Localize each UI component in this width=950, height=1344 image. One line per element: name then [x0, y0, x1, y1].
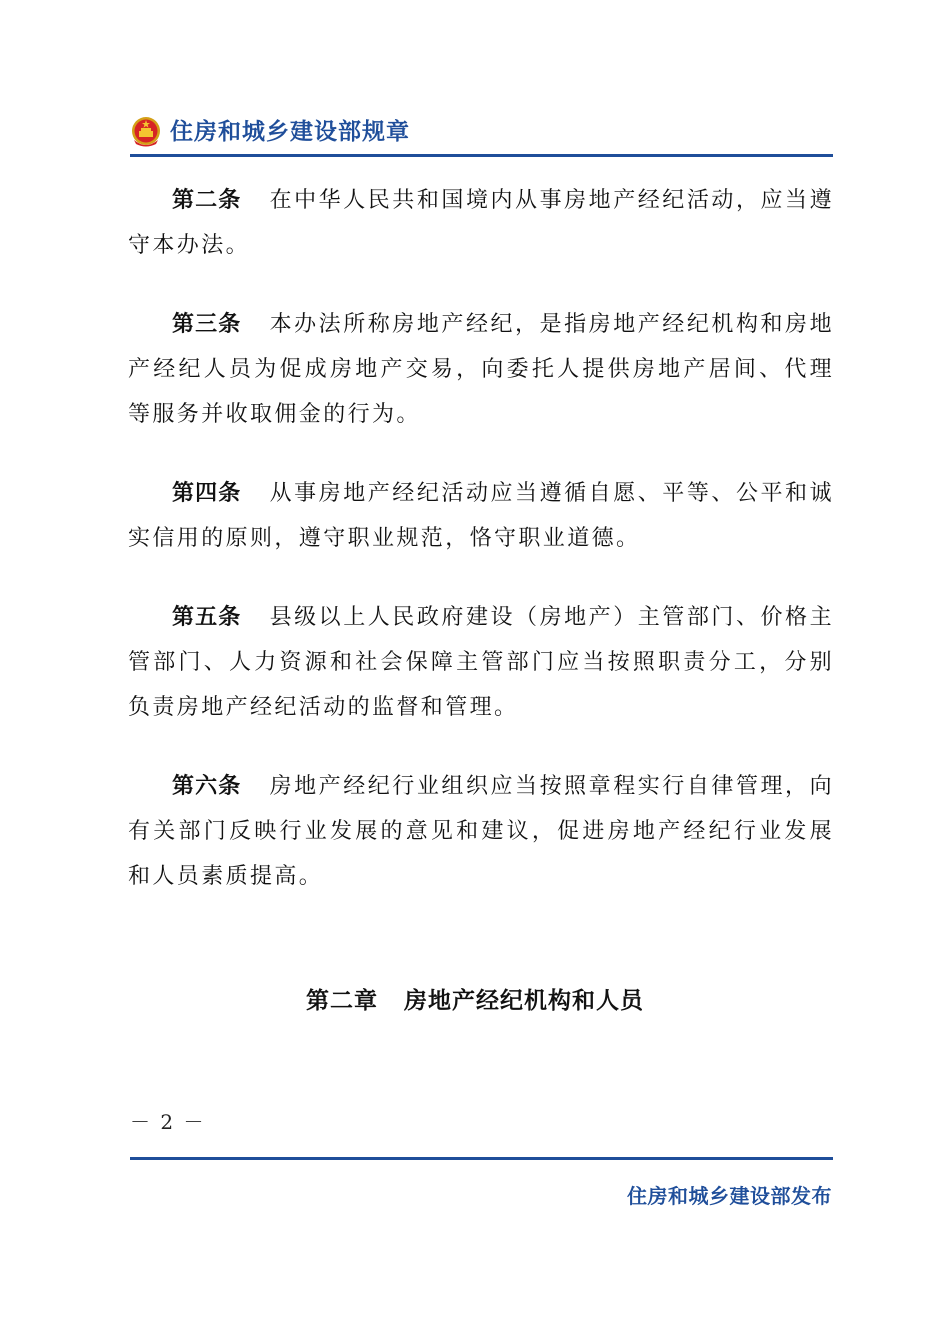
document-body — [128, 178, 834, 933]
footer-publisher: 住房和城乡建设部发布 — [627, 1184, 832, 1208]
article-2 — [128, 178, 834, 268]
article-heading: 第六条 — [172, 774, 242, 799]
national-emblem-icon — [130, 116, 162, 148]
chapter-number: 第二章 — [306, 988, 378, 1014]
article-text: 县级以上人民政府建设（房地产）主管部门、价格主管部门、人力资源和社会保障主管部门应当按照职责分工，分别负责房地产经纪活动的监督和管理。 — [128, 605, 834, 720]
chapter-heading — [0, 982, 950, 1015]
footer-divider — [130, 1157, 833, 1160]
header-divider — [130, 154, 833, 157]
article-text: 房地产经纪行业组织应当按照章程实行自律管理，向有关部门反映行业发展的意见和建议，促进房地产经纪行业发展和人员素质提高。 — [128, 774, 834, 889]
header-title: 住房和城乡建设部规章 — [170, 119, 410, 145]
article-heading: 第五条 — [172, 605, 242, 630]
article-text: 本办法所称房地产经纪，是指房地产经纪机构和房地产经纪人员为促成房地产交易，向委托人提供房地产居间、代理等服务并收取佣金的行为。 — [128, 312, 834, 427]
article-3 — [128, 302, 834, 437]
page-header — [130, 114, 833, 154]
chapter-title: 房地产经纪机构和人员 — [404, 988, 644, 1014]
article-heading: 第三条 — [172, 312, 242, 337]
article-6 — [128, 764, 834, 899]
article-heading: 第二条 — [172, 188, 242, 213]
article-text: 从事房地产经纪活动应当遵循自愿、平等、公平和诚实信用的原则，遵守职业规范，恪守职业道德。 — [128, 481, 834, 551]
article-heading: 第四条 — [172, 481, 242, 506]
article-4 — [128, 471, 834, 561]
article-text: 在中华人民共和国境内从事房地产经纪活动，应当遵守本办法。 — [128, 188, 834, 258]
page-number: － 2 － — [130, 1110, 206, 1134]
article-5 — [128, 595, 834, 730]
